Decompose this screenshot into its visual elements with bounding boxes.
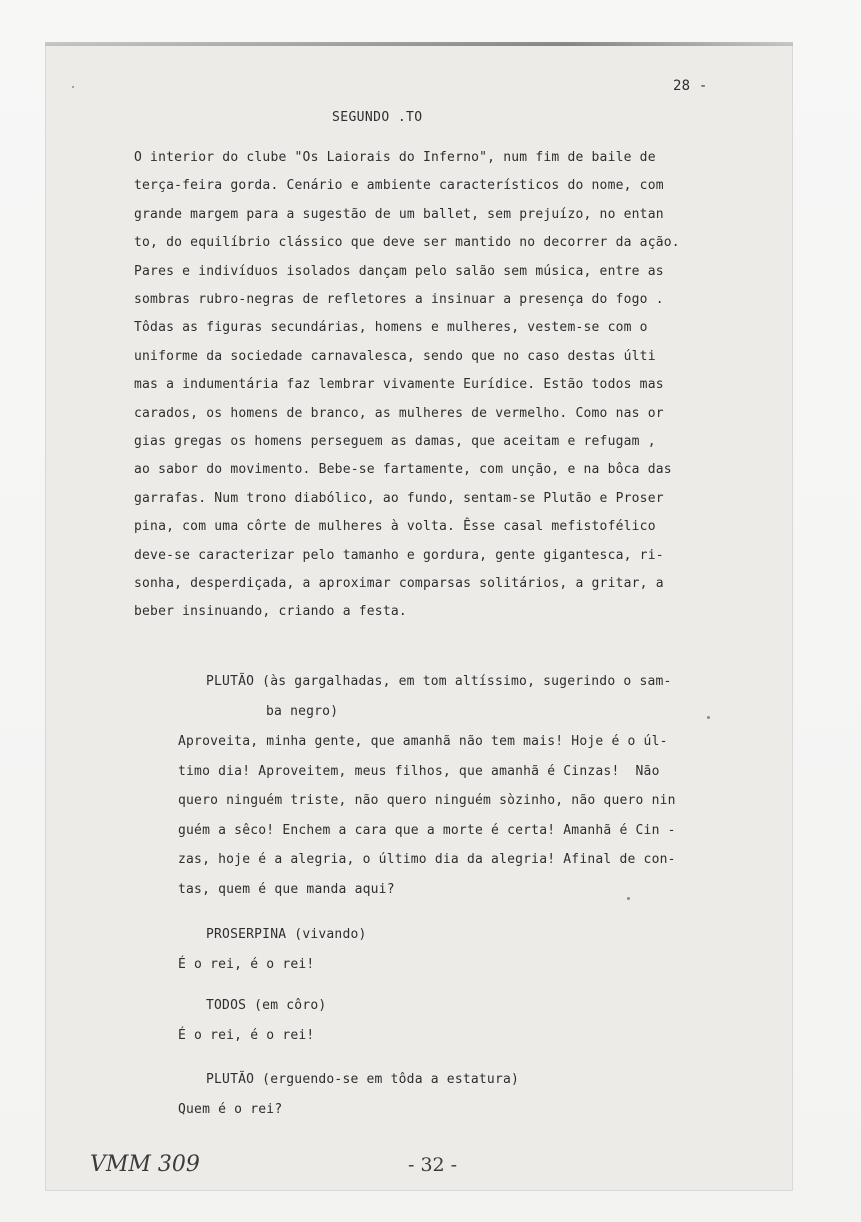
stage-direction-line: deve-se caracterizar pelo tamanho e gordura, gente gigantesca, ri- xyxy=(134,547,664,563)
stage-direction-line: grande margem para a sugestão de um ballet, sem prejuízo, no entan xyxy=(134,206,664,222)
speech-line: Quem é o rei? xyxy=(178,1102,283,1117)
stage-direction-line: terça-feira gorda. Cenário e ambiente característicos do nome, com xyxy=(134,178,664,194)
speaker-line: PROSERPINA (vivando) xyxy=(206,927,367,942)
stage-direction-line: beber insinuando, criando a festa. xyxy=(134,604,407,620)
stage-direction-line: O interior do clube "Os Laiorais do Inferno", num fim de baile de xyxy=(134,150,656,165)
act-title: SEGUNDO .TO xyxy=(332,110,423,125)
speaker-line: PLUTÃO (às gargalhadas, em tom altíssimo, sugerindo o sam- xyxy=(206,674,672,689)
speech-line: zas, hoje é a alegria, o último dia da alegria! Afinal de con- xyxy=(178,852,676,867)
stage-direction-line: sonha, desperdiçada, a aproximar comparsas solitários, a gritar, a xyxy=(134,576,664,591)
speaker-line: TODOS (em côro) xyxy=(206,998,327,1013)
page-number: 28 - xyxy=(673,78,708,94)
stage-direction-line: gias gregas os homens perseguem as damas, que aceitam e refugam , xyxy=(134,434,656,449)
stage-direction-line: Pares e indivíduos isolados dançam pelo salão sem música, entre as xyxy=(134,263,664,279)
sheet-top-edge xyxy=(45,42,793,46)
speech-line: Aproveita, minha gente, que amanhã não tem mais! Hoje é o úl- xyxy=(178,734,668,749)
speech-line: guém a sêco! Enchem a cara que a morte é certa! Amanhã é Cin - xyxy=(178,822,676,838)
stage-direction-line: garrafas. Num trono diabólico, ao fundo, sentam-se Plutão e Proser xyxy=(134,490,664,506)
speech-line: quero ninguém triste, não quero ninguém sòzinho, não quero nin xyxy=(178,793,676,808)
stage-direction-line: pina, com uma côrte de mulheres à volta. Êsse casal mefistofélico xyxy=(134,519,656,535)
stage-direction-line: sombras rubro-negras de refletores a insinuar a presença do fogo . xyxy=(134,292,664,307)
speech-line: É o rei, é o rei! xyxy=(178,957,315,972)
paper-speck xyxy=(707,716,710,719)
stage-direction-line: ao sabor do movimento. Bebe-se fartamente, com unção, e na bôca das xyxy=(134,462,672,478)
footer-page-number: - 32 - xyxy=(408,1154,458,1176)
stage-direction-line: to, do equilíbrio clássico que deve ser mantido no decorrer da ação. xyxy=(134,235,680,251)
handwritten-reference: VMM 309 xyxy=(90,1152,200,1177)
speech-line: tas, quem é que manda aqui? xyxy=(178,881,395,897)
stage-direction-line: carados, os homens de branco, as mulheres de vermelho. Como nas or xyxy=(134,405,664,421)
paper-speck xyxy=(627,897,630,900)
paper-speck xyxy=(72,86,74,88)
stage-direction-line: Tôdas as figuras secundárias, homens e mulheres, vestem-se com o xyxy=(134,320,648,336)
speech-line: É o rei, é o rei! xyxy=(178,1028,315,1043)
stage-direction-line: uniforme da sociedade carnavalesca, sendo que no caso destas últi xyxy=(134,348,656,364)
speaker-line: ba negro) xyxy=(266,704,339,719)
speaker-line: PLUTÃO (erguendo-se em tôda a estatura) xyxy=(206,1072,520,1087)
stage-direction-line: mas a indumentária faz lembrar vivamente Eurídice. Estão todos mas xyxy=(134,377,664,393)
speech-line: timo dia! Aproveitem, meus filhos, que amanhã é Cinzas! Não xyxy=(178,763,660,779)
